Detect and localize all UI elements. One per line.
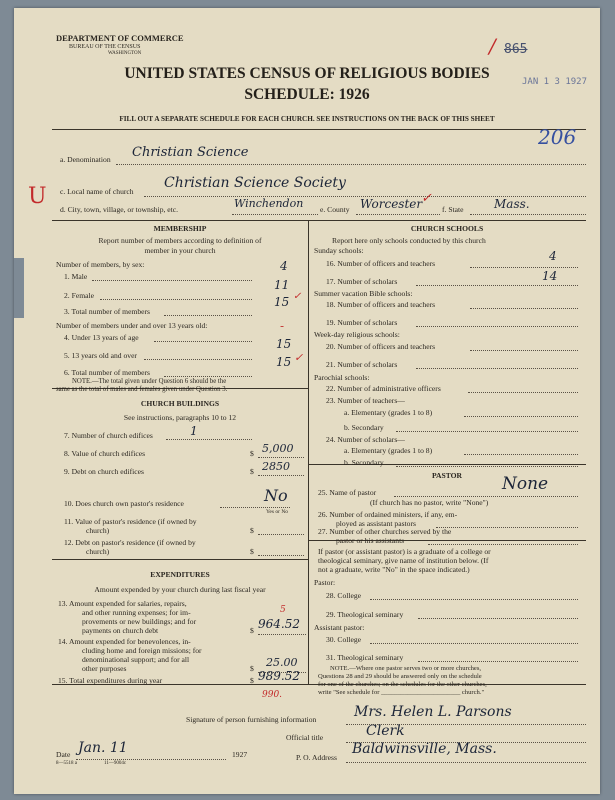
q29-label: 29. Theological seminary — [326, 610, 404, 619]
q5-label: 5. 13 years old and over — [64, 351, 137, 360]
denomination-value: Christian Science — [132, 145, 249, 160]
expenditures-subtitle: Amount expended by your church during last fiscal year — [94, 585, 266, 594]
graduate-note-2: theological seminary, give name of institution below. (If — [318, 556, 489, 565]
q14-label-3: denominational support; and for all — [82, 655, 190, 664]
city-label: WASHINGTON — [108, 51, 142, 56]
red-u-mark: U — [28, 184, 47, 209]
q12-dollar: $ — [250, 547, 254, 556]
print-code: 8—5518 a — [56, 761, 77, 766]
q14-value: 25.00 — [266, 656, 298, 669]
yes-no-hint: Yes or No — [266, 509, 289, 515]
date-label: Date — [56, 750, 71, 759]
q23-label: 23. Number of teachers— — [326, 396, 405, 405]
q11-label-2: church) — [86, 526, 110, 535]
q16-value: 4 — [549, 249, 557, 263]
q13-label-3: provements or new buildings; and for — [82, 617, 197, 626]
q14-label: 14. Amount expended for benevolences, in- — [58, 637, 191, 646]
membership-note: NOTE.—The total given under Question 6 should be the — [72, 378, 227, 385]
state-value: Mass. — [494, 197, 530, 211]
parochial-label: Parochial schools: — [314, 373, 370, 382]
q14-label-4: other purposes — [82, 664, 127, 673]
received-date-stamp: JAN 1 3 1927 — [522, 77, 588, 87]
q6-value: 15 — [276, 355, 292, 369]
membership-note-2: same as the total of males and females given under Question 3. — [56, 386, 228, 393]
q1-value: 4 — [280, 259, 288, 273]
q3-label: 3. Total number of members — [64, 307, 151, 316]
q13-dollar: $ — [250, 626, 254, 635]
sunday-label: Sunday schools: — [314, 246, 364, 255]
date-year: 1927 — [232, 750, 248, 759]
membership-intro-2: member in your church — [144, 246, 216, 255]
q22-label: 22. Number of administrative officers — [326, 384, 441, 393]
q7-value: 1 — [190, 424, 198, 438]
county-value: Worcester — [360, 197, 423, 211]
county-label: e. County — [320, 205, 350, 214]
signature-label: Signature of person furnishing information — [186, 715, 317, 724]
q10-value: No — [264, 486, 288, 505]
q9-value: 2850 — [262, 460, 290, 473]
q13-red-correction: 5 — [280, 605, 286, 615]
form-number: 865 — [504, 42, 528, 57]
q13-value: 964.52 — [258, 617, 300, 631]
q31-label: 31. Theological seminary — [326, 653, 404, 662]
q25-label: 25. Name of pastor — [318, 488, 377, 497]
q23a-label: a. Elementary (grades 1 to 8) — [344, 408, 433, 417]
local-name-value: Christian Science Society — [164, 175, 346, 191]
q8-label: 8. Value of church edifices — [64, 449, 146, 458]
q21-label: 21. Number of scholars — [326, 360, 398, 369]
q4-value: - — [280, 319, 285, 333]
buildings-title: CHURCH BUILDINGS — [140, 399, 220, 408]
q10-label: 10. Does church own pastor's residence — [64, 499, 184, 508]
q5-value: 15 — [276, 337, 292, 351]
q2-value: 11 — [274, 278, 290, 292]
q27-label: 27. Number of other churches served by the — [318, 527, 452, 536]
q28-label: 28. College — [326, 591, 362, 600]
q19-label: 19. Number of scholars — [326, 318, 398, 327]
q15-value: 989.52 — [258, 669, 300, 683]
schools-intro: Report here only schools conducted by this church — [332, 236, 486, 245]
graduate-note: If pastor (or assistant pastor) is a graduate of a college or — [318, 547, 491, 556]
q11-dollar: $ — [250, 526, 254, 535]
pastor-note: NOTE.—Where one pastor serves two or more churches, — [330, 665, 482, 672]
city-label: d. City, town, village, or township, etc. — [60, 205, 179, 214]
q6-label: 6. Total number of members — [64, 368, 151, 377]
q13-label-4: payments on church debt — [82, 626, 159, 635]
q17-label: 17. Number of scholars — [326, 277, 398, 286]
q12-label: 12. Debt on pastor's residence (if owned by — [64, 538, 196, 547]
census-schedule-sheet — [14, 8, 600, 794]
header-rule — [52, 129, 586, 130]
denomination-label: a. Denomination — [60, 155, 111, 164]
department-label: DEPARTMENT OF COMMERCE — [56, 33, 184, 43]
red-check-mark: ✓ — [421, 191, 432, 206]
q8-dollar: $ — [250, 449, 254, 458]
assistant-pastor-label: Assistant pastor: — [314, 623, 365, 632]
q15-label: 15. Total expenditures during year — [58, 676, 163, 685]
by-sex-label: Number of members, by sex: — [56, 260, 145, 269]
q18-label: 18. Number of officers and teachers — [326, 300, 436, 309]
q23b-label: b. Secondary — [344, 423, 384, 432]
q14-dollar: $ — [250, 664, 254, 673]
q4-label: 4. Under 13 years of age — [64, 333, 139, 342]
membership-intro: Report number of members according to definition of — [98, 236, 262, 245]
q16-label: 16. Number of officers and teachers — [326, 259, 436, 268]
q25-value: None — [502, 474, 549, 494]
q24a-label: a. Elementary (grades 1 to 8) — [344, 446, 433, 455]
q11-label: 11. Value of pastor's residence (if owned by — [64, 517, 197, 526]
signature-value: Mrs. Helen L. Parsons — [354, 704, 512, 720]
schedule-title: SCHEDULE: 1926 — [244, 86, 370, 103]
q3-red-check: ✓ — [293, 291, 302, 302]
pastor-note-2: Questions 28 and 29 should be answered only on the schedule — [318, 673, 482, 680]
q14-label-2: cluding home and foreign missions; for — [82, 646, 202, 655]
q17-value: 14 — [542, 269, 558, 283]
weekday-label: Week-day religious schools: — [314, 330, 400, 339]
q2-label: 2. Female — [64, 291, 94, 300]
pastor-label: Pastor: — [314, 578, 336, 587]
pastor-note-3: for one of the churches; on the schedules for the other churches, — [318, 681, 487, 688]
under-over-label: Number of members under and over 13 years old: — [56, 321, 208, 330]
q25-note: (If church has no pastor, write "None") — [370, 498, 489, 507]
q15-red-correction: 990. — [262, 690, 283, 700]
q27-label-2: pastor or his assistants — [336, 536, 405, 545]
file-number: 206 — [538, 125, 577, 149]
column-divider — [308, 220, 309, 684]
q26-label: 26. Number of ordained ministers, if any, em- — [318, 510, 458, 519]
bureau-label: BUREAU OF THE CENSUS — [69, 44, 141, 50]
graduate-note-3: not a graduate, write "No" in the space indicated.) — [318, 565, 470, 574]
form-title: UNITED STATES CENSUS OF RELIGIOUS BODIES — [124, 65, 490, 82]
q3-value: 15 — [274, 295, 290, 309]
q1-label: 1. Male — [64, 272, 88, 281]
print-code-2: 11—9004c — [104, 761, 127, 766]
q9-dollar: $ — [250, 467, 254, 476]
date-value: Jan. 11 — [78, 740, 128, 756]
q24-label: 24. Number of scholars— — [326, 435, 405, 444]
q9-label: 9. Debt on church edifices — [64, 467, 144, 476]
membership-title: MEMBERSHIP — [153, 224, 207, 233]
q12-label-2: church) — [86, 547, 110, 556]
q15-dollar: $ — [250, 676, 254, 685]
red-slash-mark: / — [489, 34, 496, 58]
instruction-line: FILL OUT A SEPARATE SCHEDULE FOR EACH CHURCH. SEE INSTRUCTIONS ON THE BACK OF THIS SHEET — [119, 115, 495, 123]
schools-title: CHURCH SCHOOLS — [410, 224, 484, 233]
pastor-title: PASTOR — [431, 471, 463, 480]
q13-label-2: and other running expenses; for im- — [82, 608, 191, 617]
buildings-subtitle: See instructions, paragraphs 10 to 12 — [123, 413, 237, 422]
official-title-value: Clerk — [366, 723, 405, 739]
city-value: Winchendon — [234, 197, 304, 210]
summer-label: Summer vacation Bible schools: — [314, 289, 413, 298]
pastor-note-4: write "See schedule for ________________________ church." — [318, 689, 485, 696]
q26-label-2: ployed as assistant pastors — [336, 519, 416, 528]
q7-label: 7. Number of church edifices — [64, 431, 153, 440]
q30-label: 30. College — [326, 635, 362, 644]
address-label: P. O. Address — [296, 753, 337, 762]
address-value: Baldwinsville, Mass. — [352, 741, 497, 757]
q6-red-check: ✓ — [294, 351, 304, 364]
official-title-label: Official title — [286, 733, 324, 742]
state-label: f. State — [442, 205, 464, 214]
q13-label: 13. Amount expended for salaries, repairs, — [58, 599, 187, 608]
q24b-label: b. Secondary — [344, 458, 384, 467]
expenditures-title: EXPENDITURES — [150, 570, 210, 579]
local-name-label: c. Local name of church — [60, 187, 134, 196]
q20-label: 20. Number of officers and teachers — [326, 342, 436, 351]
q8-value: 5,000 — [262, 442, 294, 455]
